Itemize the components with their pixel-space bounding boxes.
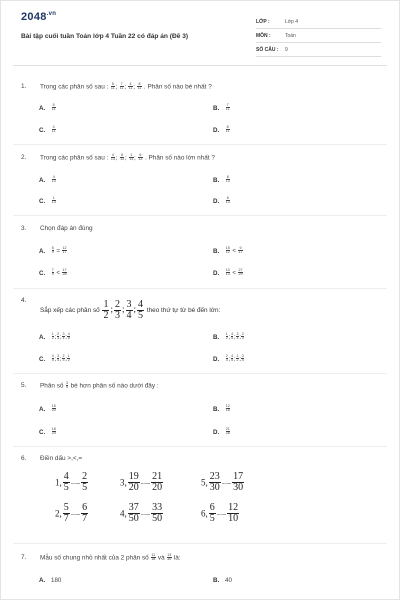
option-1c[interactable]: C. $\frac{4}{11}$ <box>39 125 56 134</box>
question-text: Trong các phân số sau : $\frac{4}{13}$ ; $\frac{8}{13}$ ; $\frac{1}{13}$ ; $\frac{6}{13}$ . Phân số nào lớn nhất ? <box>40 153 215 162</box>
question-text: Mẫu số chung nhỏ nhất của 2 phân số $\frac{11}{18}$ và $\frac{13}{30}$ là: <box>40 553 181 562</box>
question-4: 4. Sắp xếp các phân số $\frac{1}{2}$ ; $\frac{2}{3}$ ; $\frac{3}{4}$ ; $\frac{4}{5}$ theo thứ tự từ bé đến lớn: <box>21 297 221 321</box>
option-1b[interactable]: B. $\frac{7}{11}$ <box>213 103 230 112</box>
question-1 <box>21 83 381 93</box>
compare-item-2[interactable]: 2, $\frac{5}{7}$ ........ $\frac{6}{7}$ <box>55 502 88 524</box>
option-3b[interactable]: B. $\frac{15}{12}$ < $\frac{9}{17}$ <box>213 246 243 255</box>
site-logo[interactable]: $2048^{.vn}$ <box>21 11 57 23</box>
separator <box>13 446 387 447</box>
question-text: Trong các phân số sau : $\frac{5}{11}$ ; $\frac{7}{11}$ ; $\frac{4}{11}$ ; $\frac{8}{11}$ . Phân số nào bé nhất ? <box>40 82 212 91</box>
option-2b[interactable]: B. $\frac{8}{13}$ <box>213 175 230 184</box>
separator <box>13 288 387 289</box>
question-2: 2. Trong các phân số sau : $\frac{4}{13}$ ; $\frac{8}{13}$ ; $\frac{1}{13}$ ; $\frac{6}{13}$ . Phân số nào lớn nhất ? <box>21 153 215 162</box>
question-6: 6. Điền dấu >,<,= <box>21 455 83 462</box>
question-number: 1. <box>21 83 27 90</box>
compare-item-5[interactable]: 5, $\frac{23}{30}$ ........ $\frac{17}{30}$ <box>201 471 244 493</box>
fraction: $\frac{4}{11}$ <box>128 82 133 91</box>
option-5a[interactable]: A. $\frac{15}{20}$ <box>39 404 56 413</box>
option-5c[interactable]: C. $\frac{18}{24}$ <box>39 427 56 436</box>
option-3a[interactable]: A. $\frac{5}{9}$ = $\frac{12}{17}$ <box>39 246 67 255</box>
fraction: $\frac{7}{11}$ <box>119 82 124 91</box>
compare-item-6[interactable]: 6, $\frac{6}{5}$ ........ $\frac{12}{10}$ <box>201 502 239 524</box>
separator <box>13 144 387 145</box>
meta-class: LỚP : Lớp 4 <box>256 18 381 29</box>
separator <box>13 543 387 544</box>
option-7b[interactable]: B. 40 <box>213 577 232 584</box>
option-3d[interactable]: D. $\frac{10}{13}$ < $\frac{27}{29}$ <box>213 268 243 277</box>
separator <box>13 215 387 216</box>
question-text: Sắp xếp các phân số $\frac{1}{2}$ ; $\frac{2}{3}$ ; $\frac{3}{4}$ ; $\frac{4}{5}$ theo thứ tự từ bé đến lớn: <box>40 299 221 321</box>
option-1d[interactable]: D. $\frac{8}{11}$ <box>213 125 230 134</box>
option-2d[interactable]: D. $\frac{6}{13}$ <box>213 196 230 205</box>
option-5b[interactable]: B. $\frac{12}{16}$ <box>213 404 230 413</box>
separator <box>13 373 387 374</box>
option-3c[interactable]: C. $\frac{7}{9}$ < $\frac{17}{28}$ <box>39 268 67 277</box>
option-2c[interactable]: C. $\frac{1}{13}$ <box>39 196 56 205</box>
compare-item-3[interactable]: 3, $\frac{19}{20}$ ........ $\frac{21}{20}$ <box>120 471 163 493</box>
question-text: Điền dấu >,<,= <box>40 455 83 462</box>
compare-item-1[interactable]: 1, $\frac{4}{5}$ ........ $\frac{2}{5}$ <box>55 471 88 493</box>
header-divider <box>13 65 387 66</box>
question-5: 5. Phân số $\frac{3}{4}$ bé hơn phân số nào dưới đây : <box>21 381 159 390</box>
option-5d[interactable]: D. $\frac{21}{28}$ <box>213 427 230 436</box>
question-text: Phân số $\frac{3}{4}$ bé hơn phân số nào dưới đây : <box>40 381 159 390</box>
compare-item-4[interactable]: 4, $\frac{37}{50}$ ........ $\frac{33}{50}$ <box>120 502 163 524</box>
fraction: $\frac{8}{11}$ <box>137 82 142 91</box>
option-4b[interactable]: B. $\frac{1}{2}$ ; $\frac{4}{5}$ ; $\frac{3}{4}$ ; $\frac{2}{3}$ <box>213 332 244 341</box>
page-title: Bài tập cuối tuần Toán lớp 4 Tuần 22 có đáp án (Đề 3) <box>21 33 189 40</box>
question-3: 3. Chọn đáp án đúng <box>21 225 93 232</box>
option-1a[interactable]: A. $\frac{5}{11}$ <box>39 103 56 112</box>
option-4d[interactable]: D. $\frac{2}{3}$ ; $\frac{4}{5}$ ; $\frac{1}{2}$ ; $\frac{3}{4}$ <box>213 354 244 363</box>
question-text: Chọn đáp án đúng <box>40 225 93 232</box>
option-7a[interactable]: A. 180 <box>39 577 62 584</box>
option-2a[interactable]: A. $\frac{4}{13}$ <box>39 175 56 184</box>
meta-count: SỐ CÂU : 9 <box>256 46 381 57</box>
option-4a[interactable]: A. $\frac{1}{2}$ ; $\frac{2}{3}$ ; $\frac{3}{4}$ ; $\frac{4}{5}$ <box>39 332 70 341</box>
option-4c[interactable]: C. $\frac{4}{5}$ ; $\frac{3}{4}$ ; $\frac{2}{3}$ ; $\frac{1}{2}$ <box>39 354 70 363</box>
fraction: $\frac{5}{11}$ <box>110 82 115 91</box>
meta-subject: MÔN : Toán <box>256 32 381 43</box>
question-7: 7. Mẫu số chung nhỏ nhất của 2 phân số $\frac{11}{18}$ và $\frac{13}{30}$ là: <box>21 553 181 562</box>
